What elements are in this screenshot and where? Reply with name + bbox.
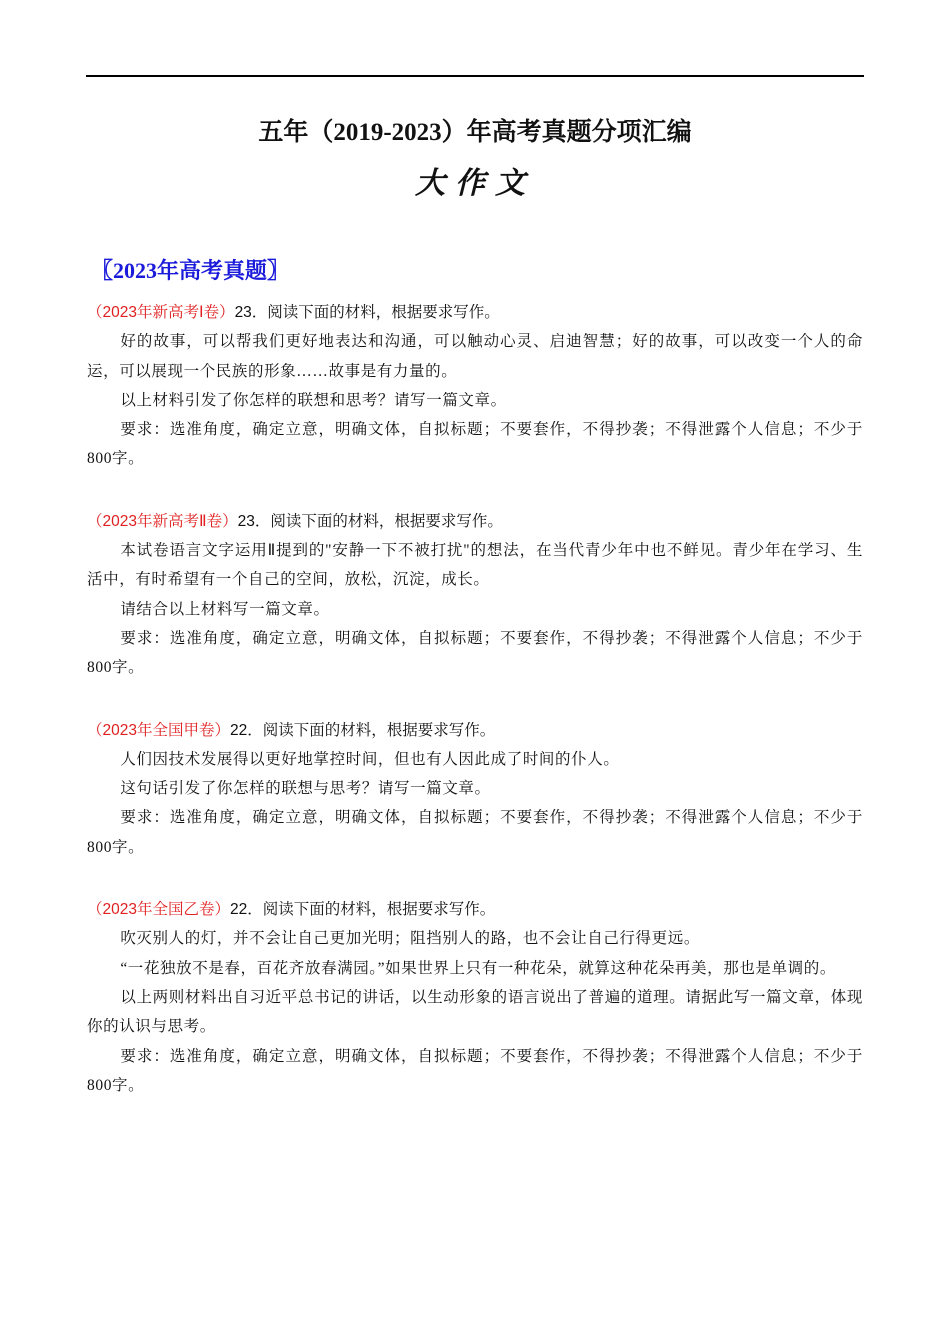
question-source: （2023年新高考Ⅱ卷） <box>87 512 238 530</box>
question-source: （2023年全国甲卷） <box>87 721 230 739</box>
header-rule <box>86 75 864 77</box>
question-header <box>87 298 863 327</box>
document-body <box>87 254 863 1133</box>
question-paragraph: 吹灭别人的灯，并不会让自己更加光明；阻挡别人的路，也不会让自己行得更远。 <box>120 930 700 948</box>
question-source: （2023年全国乙卷） <box>87 901 230 919</box>
question-number: 23．阅读下面的材料，根据要求写作。 <box>237 512 503 530</box>
question-paragraph: 本试卷语言文字运用Ⅱ提到的"安静一下不被打扰"的想法，在当代青少年中也不鲜见。青少年在学习、生活中，有时希望有一个自己的空间，放松，沉淀，成长。 <box>87 542 863 589</box>
question-header <box>87 507 863 536</box>
question-requirements: 要求：选准角度，确定立意，明确文体，自拟标题；不要套作，不得抄袭；不得泄露个人信息；不少于800字。 <box>87 809 863 856</box>
question-requirements: 要求：选准角度，确定立意，明确文体，自拟标题；不要套作，不得抄袭；不得泄露个人信息；不少于800字。 <box>87 421 863 468</box>
question-number: 22．阅读下面的材料，根据要求写作。 <box>229 721 496 739</box>
section-heading: 〖2023年高考真题〗 <box>91 258 290 283</box>
question-paragraph: 好的故事，可以帮我们更好地表达和沟通，可以触动心灵、启迪智慧；好的故事，可以改变一个人的命运，可以展现一个民族的形象……故事是有力量的。 <box>87 333 863 380</box>
question-number: 23．阅读下面的材料，根据要求写作。 <box>234 304 500 321</box>
question-header <box>87 716 863 745</box>
question-paragraph: 以上两则材料出自习近平总书记的讲话，以生动形象的语言说出了普遍的道理。请据此写一篇文章，体现你的认识与思考。 <box>87 988 863 1036</box>
question-block <box>87 895 863 1100</box>
question-paragraph: 以上材料引发了你怎样的联想和思考？请写一篇文章。 <box>120 391 507 409</box>
question-block <box>87 298 863 474</box>
question-requirements: 要求：选准角度，确定立意，明确文体，自拟标题；不要套作，不得抄袭；不得泄露个人信息；不少于800字。 <box>87 1047 863 1094</box>
document-subtitle: 大作文 <box>415 167 535 200</box>
question-number: 22．阅读下面的材料，根据要求写作。 <box>229 901 496 919</box>
question-paragraph: 请结合以上材料写一篇文章。 <box>120 600 330 618</box>
question-requirements: 要求：选准角度，确定立意，明确文体，自拟标题；不要套作，不得抄袭；不得泄露个人信息；不少于800字。 <box>87 629 863 677</box>
question-block <box>87 507 863 683</box>
question-block <box>87 716 863 862</box>
question-header <box>87 895 863 924</box>
question-paragraph: 人们因技术发展得以更好地掌控时间，但也有人因此成了时间的仆人。 <box>120 750 620 768</box>
question-paragraph: “一花独放不是春，百花齐放春满园。”如果世界上只有一种花朵，就算这种花朵再美，那也是单调的。 <box>120 959 836 977</box>
question-source: （2023年新高考Ⅰ卷） <box>87 304 235 321</box>
document-title: 五年（2019-2023）年高考真题分项汇编 <box>258 119 692 146</box>
question-paragraph: 这句话引发了你怎样的联想与思考？请写一篇文章。 <box>120 780 491 798</box>
